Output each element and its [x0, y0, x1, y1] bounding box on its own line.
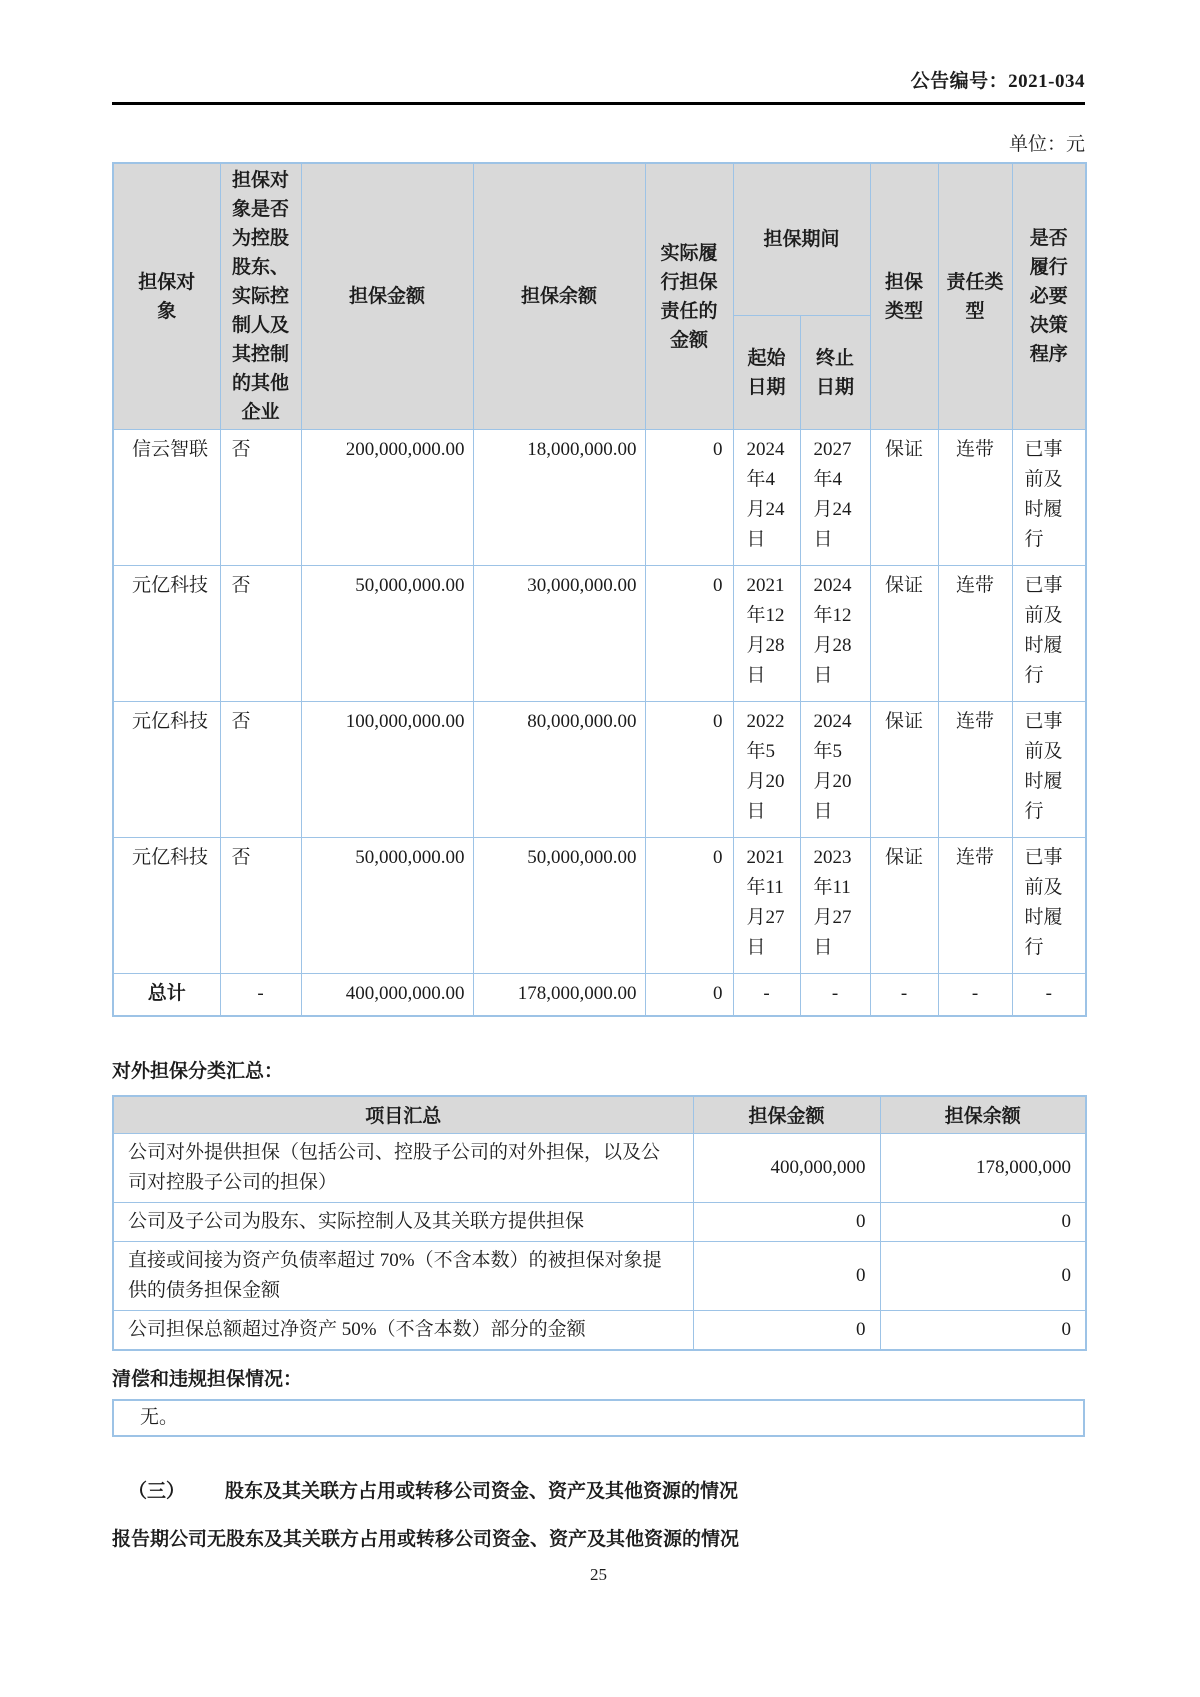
section-three-body: 报告期公司无股东及其关联方占用或转移公司资金、资产及其他资源的情况: [112, 1529, 740, 1550]
header-rule: [112, 102, 1085, 105]
total-balance: 178,000,000.00: [473, 974, 645, 1016]
guarantee-balance-cell: 18,000,000.00: [473, 430, 645, 566]
liability-type-cell: 连带: [938, 430, 1012, 566]
actual-performed-cell: 0: [645, 430, 733, 566]
related-party-cell: 否: [220, 430, 301, 566]
total-label: 总计: [113, 974, 220, 1016]
end-date-cell: 2027年4月24日: [800, 430, 870, 566]
guarantee-type-cell: 保证: [870, 838, 938, 974]
header-guarantee-type: 担保类型: [870, 163, 938, 430]
table-row: [113, 566, 1086, 702]
header-liability-type: 责任类型: [938, 163, 1012, 430]
table-row: [113, 1203, 1086, 1242]
total-actual: 0: [645, 974, 733, 1016]
summary-item-cell: 公司担保总额超过净资产 50%（不含本数）部分的金额: [113, 1311, 693, 1351]
summary-balance-cell: 178,000,000: [880, 1134, 1086, 1203]
header-decision-procedure: 是否履行必要决策程序: [1012, 163, 1086, 430]
unit-label: 单位：元: [1008, 134, 1085, 155]
start-date-cell: 2024年4月24日: [733, 430, 800, 566]
guarantee-balance-cell: 80,000,000.00: [473, 702, 645, 838]
total-start: -: [733, 974, 800, 1016]
doc-number: 公告编号：2021-034: [910, 71, 1085, 92]
guarantee-object-cell: 元亿科技: [113, 566, 220, 702]
table-row: [113, 1134, 1086, 1203]
actual-performed-cell: 0: [645, 702, 733, 838]
summary-section-title: 对外担保分类汇总：: [112, 1060, 284, 1082]
end-date-cell: 2024年5月20日: [800, 702, 870, 838]
header-end-date: 终止日期: [800, 316, 870, 430]
header-actual-performed: 实际履行担保责任的金额: [645, 163, 733, 430]
liability-type-cell: 连带: [938, 702, 1012, 838]
repayment-section-title: 清偿和违规担保情况：: [112, 1369, 303, 1390]
guarantee-amount-cell: 100,000,000.00: [301, 702, 473, 838]
total-type: -: [870, 974, 938, 1016]
decision-procedure-cell: 已事前及时履行: [1012, 702, 1086, 838]
guarantee-type-cell: 保证: [870, 566, 938, 702]
total-row: [113, 974, 1086, 1016]
guarantee-amount-cell: 50,000,000.00: [301, 838, 473, 974]
end-date-cell: 2024年12月28日: [800, 566, 870, 702]
table-row: [113, 430, 1086, 566]
header-start-date: 起始日期: [733, 316, 800, 430]
summary-item-cell: 公司对外提供担保（包括公司、控股子公司的对外担保，以及公司对控股子公司的担保）: [113, 1134, 693, 1203]
total-related: -: [220, 974, 301, 1016]
summary-balance-cell: 0: [880, 1242, 1086, 1311]
start-date-cell: 2022年5月20日: [733, 702, 800, 838]
guarantee-balance-cell: 30,000,000.00: [473, 566, 645, 702]
related-party-cell: 否: [220, 702, 301, 838]
total-liability: -: [938, 974, 1012, 1016]
guarantee-type-cell: 保证: [870, 430, 938, 566]
page-content: [112, 0, 1085, 1585]
decision-procedure-cell: 已事前及时履行: [1012, 838, 1086, 974]
section-three-title: 股东及其关联方占用或转移公司资金、资产及其他资源的情况: [225, 1481, 739, 1502]
summary-amount-cell: 0: [693, 1242, 880, 1311]
guarantee-amount-cell: 50,000,000.00: [301, 566, 473, 702]
guarantee-table: [112, 162, 1087, 1017]
actual-performed-cell: 0: [645, 838, 733, 974]
header-guarantee-period: 担保期间: [733, 163, 870, 316]
summary-balance-cell: 0: [880, 1311, 1086, 1351]
guarantee-balance-cell: 50,000,000.00: [473, 838, 645, 974]
summary-header-amount: 担保金额: [693, 1096, 880, 1134]
table-row: [113, 702, 1086, 838]
total-procedure: -: [1012, 974, 1086, 1016]
summary-item-cell: 公司及子公司为股东、实际控制人及其关联方提供担保: [113, 1203, 693, 1242]
summary-table: [112, 1095, 1087, 1352]
liability-type-cell: 连带: [938, 838, 1012, 974]
summary-header-item: 项目汇总: [113, 1096, 693, 1134]
guarantee-object-cell: 信云智联: [113, 430, 220, 566]
guarantee-type-cell: 保证: [870, 702, 938, 838]
total-amount: 400,000,000.00: [301, 974, 473, 1016]
repayment-none-text: 无。: [140, 1407, 179, 1428]
summary-amount-cell: 0: [693, 1311, 880, 1351]
page-number: 25: [590, 1565, 607, 1584]
related-party-cell: 否: [220, 566, 301, 702]
total-end: -: [800, 974, 870, 1016]
actual-performed-cell: 0: [645, 566, 733, 702]
guarantee-object-cell: 元亿科技: [113, 702, 220, 838]
related-party-cell: 否: [220, 838, 301, 974]
table-row: [113, 1311, 1086, 1351]
decision-procedure-cell: 已事前及时履行: [1012, 566, 1086, 702]
summary-item-cell: 直接或间接为资产负债率超过 70%（不含本数）的被担保对象提供的债务担保金额: [113, 1242, 693, 1311]
table-row: [113, 838, 1086, 974]
summary-balance-cell: 0: [880, 1203, 1086, 1242]
guarantee-object-cell: 元亿科技: [113, 838, 220, 974]
header-guarantee-object: 担保对象: [113, 163, 220, 430]
start-date-cell: 2021年12月28日: [733, 566, 800, 702]
section-three-heading: [112, 1477, 1085, 1507]
liability-type-cell: 连带: [938, 566, 1012, 702]
summary-header-balance: 担保余额: [880, 1096, 1086, 1134]
header-guarantee-balance: 担保余额: [473, 163, 645, 430]
section-three-number: （三）: [128, 1481, 186, 1502]
header-guarantee-amount: 担保金额: [301, 163, 473, 430]
guarantee-amount-cell: 200,000,000.00: [301, 430, 473, 566]
end-date-cell: 2023年11月27日: [800, 838, 870, 974]
start-date-cell: 2021年11月27日: [733, 838, 800, 974]
summary-amount-cell: 0: [693, 1203, 880, 1242]
summary-amount-cell: 400,000,000: [693, 1134, 880, 1203]
decision-procedure-cell: 已事前及时履行: [1012, 430, 1086, 566]
table-row: [113, 1242, 1086, 1311]
repayment-none-box: [112, 1399, 1085, 1437]
header-related-party: 担保对象是否为控股股东、实际控制人及其控制的其他企业: [220, 163, 301, 430]
